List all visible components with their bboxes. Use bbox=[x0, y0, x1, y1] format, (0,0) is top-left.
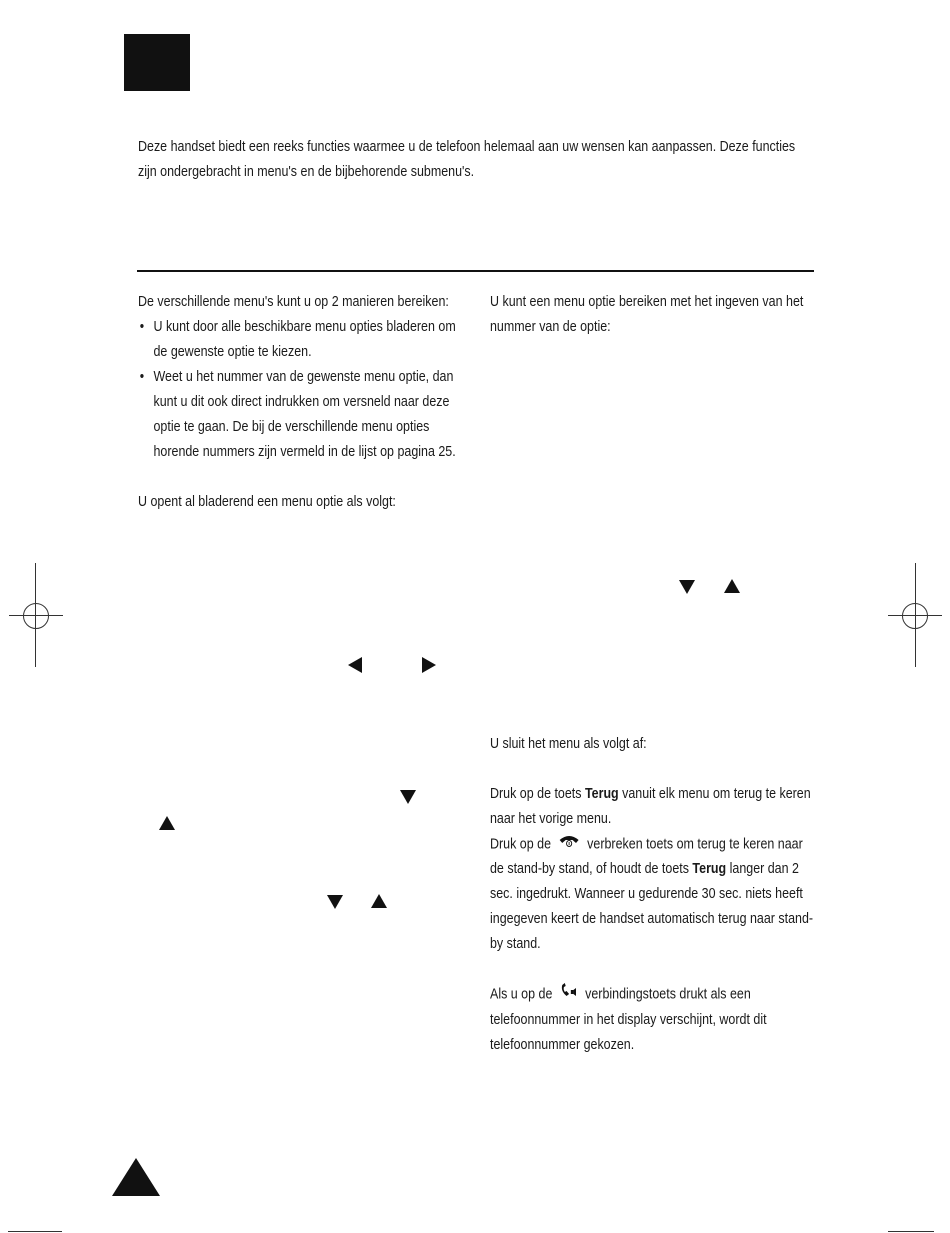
arrow-up-icon bbox=[371, 894, 387, 908]
crop-mark bbox=[888, 1231, 934, 1232]
arrow-up-icon bbox=[159, 816, 175, 830]
hang-up-phone-icon bbox=[558, 832, 580, 857]
close-heading: U sluit het menu als volgt af: bbox=[490, 736, 647, 752]
connect-instruction: Als u op de verbindingstoets drukt als een telefoonnummer in het display verschijnt, wordt dit telefoonnummer gekozen. bbox=[490, 982, 813, 1057]
terug-key-label: Terug bbox=[692, 861, 727, 878]
terug-key-label: Terug bbox=[584, 786, 619, 802]
list-item: • Weet u het nummer van de gewenste menu optie, dan kunt u dit ook direct indrukken om versneld naar deze optie te gaan. De bij de verschillende menu opties horende nummers zijn vermeld in de lijst op pagina 25. bbox=[138, 365, 460, 465]
access-intro: De verschillende menu's kunt u op 2 manieren bereiken: bbox=[138, 294, 449, 310]
list-item: • U kunt door alle beschikbare menu opties bladeren om de gewenste optie te kiezen. bbox=[138, 315, 460, 365]
chapter-marker bbox=[124, 34, 190, 91]
back-instruction: Druk op de toets Terug vanuit elk menu om terug te keren naar het vorige menu. bbox=[490, 786, 811, 827]
intro-paragraph: Deze handset biedt een reeks functies waarmee u de telefoon helemaal aan uw wensen kan aanpassen. Deze functies zijn ondergebracht in menu's en de bijbehorende submenu's. bbox=[138, 139, 796, 180]
registration-mark-icon bbox=[9, 563, 63, 667]
arrow-down-icon bbox=[679, 580, 695, 594]
left-column bbox=[138, 290, 460, 515]
arrow-right-icon bbox=[422, 657, 436, 673]
arrow-left-icon bbox=[348, 657, 362, 673]
page-corner-triangle-icon bbox=[112, 1158, 160, 1196]
arrow-down-icon bbox=[400, 790, 416, 804]
crop-mark bbox=[8, 1231, 62, 1232]
registration-mark-icon bbox=[888, 563, 942, 667]
arrow-up-icon bbox=[724, 579, 740, 593]
access-methods-list bbox=[138, 315, 460, 465]
number-access-text: U kunt een menu optie bereiken met het ingeven van het nummer van de optie: bbox=[490, 294, 804, 335]
close-menu-section bbox=[490, 732, 813, 1058]
handset-speaker-icon bbox=[559, 982, 578, 1007]
browse-heading: U opent al bladerend een menu optie als volgt: bbox=[138, 494, 396, 510]
arrow-down-icon bbox=[327, 895, 343, 909]
end-instruction: Druk op de verbreken toets om terug te keren naar de stand-by stand, of houdt de toets Terug langer dan 2 sec. ingedrukt. Wanneer u gedurende 30 sec. niets heeft ingegeven keert de handset automatisch terug naar stand-by stand. bbox=[490, 832, 813, 957]
section-divider bbox=[137, 270, 814, 272]
